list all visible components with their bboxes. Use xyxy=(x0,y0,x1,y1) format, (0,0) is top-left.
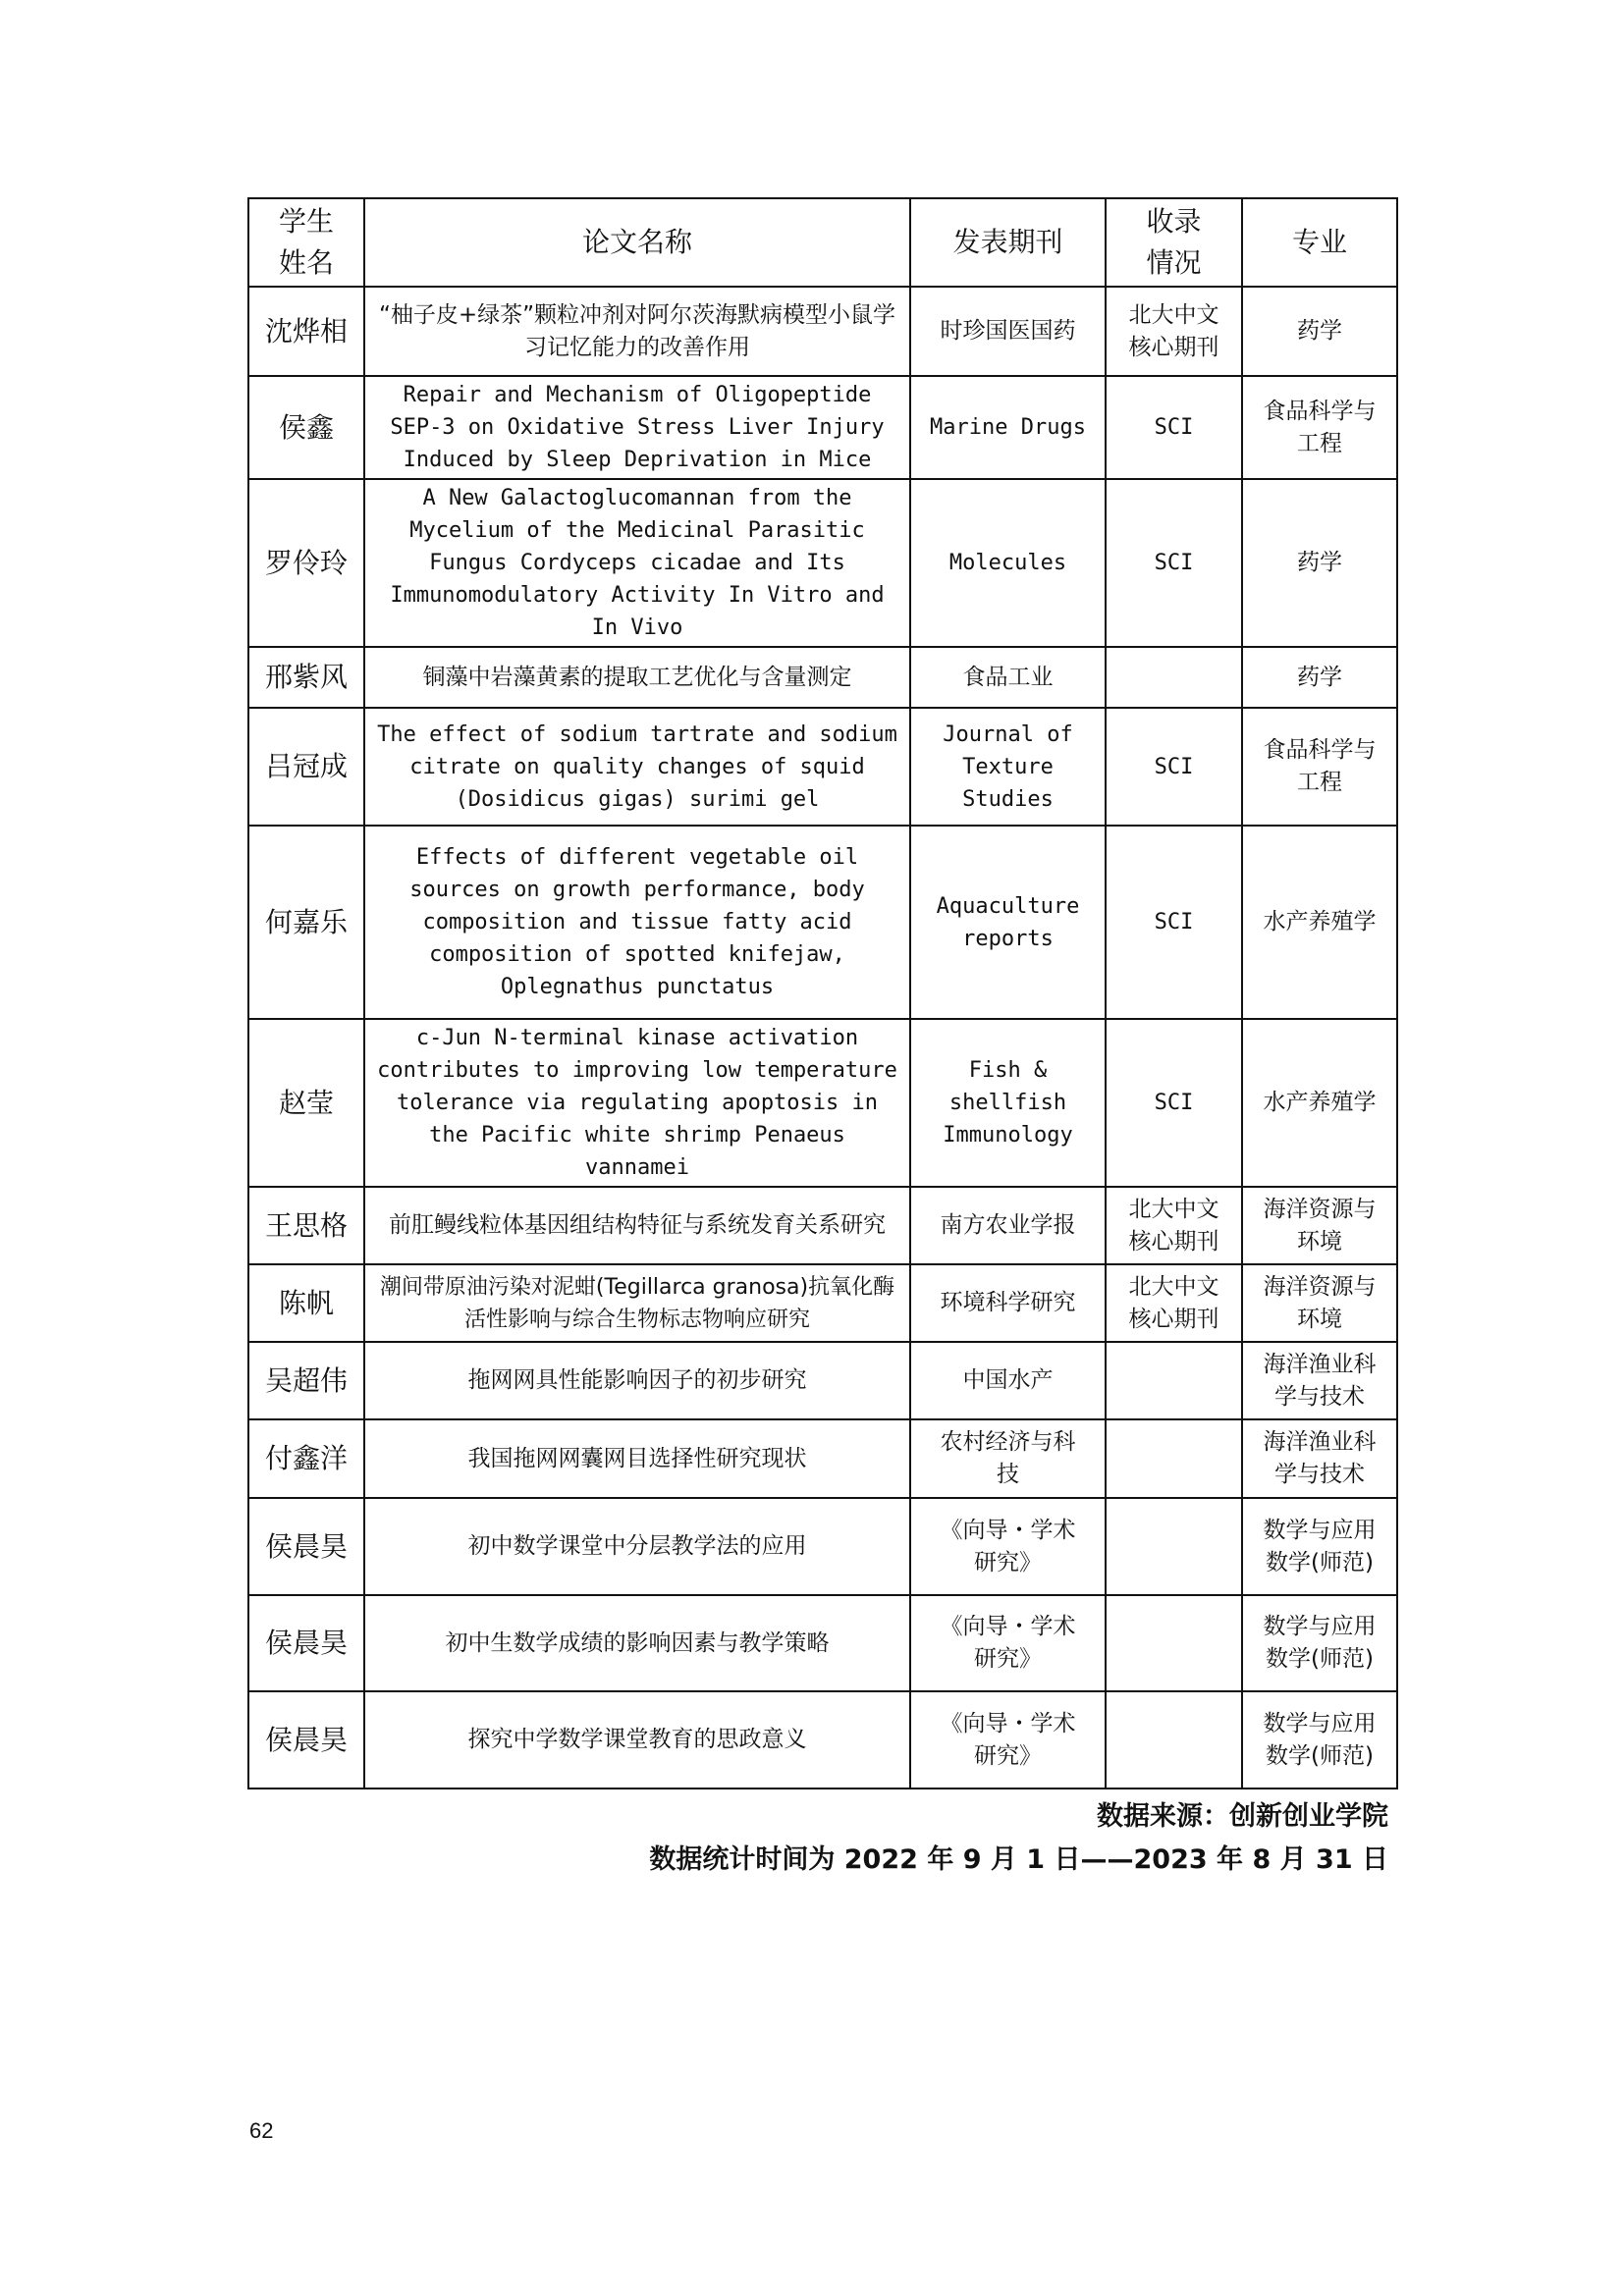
header-major: 专业 xyxy=(1242,198,1397,287)
student-name: 吕冠成 xyxy=(248,708,364,826)
indexing-status xyxy=(1106,1691,1242,1789)
header-paper-title: 论文名称 xyxy=(364,198,910,287)
major: 水产养殖学 xyxy=(1242,1019,1397,1187)
journal-name: 农村经济与科 技 xyxy=(910,1419,1106,1498)
paper-title: 初中生数学成绩的影响因素与教学策略 xyxy=(364,1595,910,1691)
student-name: 侯晨昊 xyxy=(248,1595,364,1691)
paper-title: 拖网网具性能影响因子的初步研究 xyxy=(364,1342,910,1419)
student-name: 何嘉乐 xyxy=(248,826,364,1019)
data-period-note: 数据统计时间为 2022 年 9 月 1 日——2023 年 8 月 31 日 xyxy=(649,1844,1388,1875)
table-row xyxy=(248,287,1397,376)
table-row xyxy=(248,708,1397,826)
indexing-status: 北大中文 核心期刊 xyxy=(1106,287,1242,376)
major: 海洋资源与 环境 xyxy=(1242,1187,1397,1264)
paper-title: 初中数学课堂中分层教学法的应用 xyxy=(364,1498,910,1595)
indexing-status xyxy=(1106,1419,1242,1498)
major: 水产养殖学 xyxy=(1242,826,1397,1019)
table-row xyxy=(248,1264,1397,1342)
major: 药学 xyxy=(1242,287,1397,376)
indexing-status: 北大中文 核心期刊 xyxy=(1106,1264,1242,1342)
indexing-status: SCI xyxy=(1106,826,1242,1019)
paper-title: Effects of different vegetable oil sources on growth performance, body composition and tissue fatty acid composition of spotted knifejaw, Oplegnathus punctatus xyxy=(364,826,910,1019)
table-row xyxy=(248,1691,1397,1789)
table-row xyxy=(248,1498,1397,1595)
journal-name: Fish & shellfish Immunology xyxy=(910,1019,1106,1187)
student-name: 吴超伟 xyxy=(248,1342,364,1419)
page-number: 62 xyxy=(249,2118,274,2143)
major: 海洋资源与 环境 xyxy=(1242,1264,1397,1342)
table-row xyxy=(248,1342,1397,1419)
table-row xyxy=(248,1187,1397,1264)
major: 数学与应用 数学(师范) xyxy=(1242,1595,1397,1691)
major: 海洋渔业科 学与技术 xyxy=(1242,1342,1397,1419)
student-name: 邢紫风 xyxy=(248,647,364,708)
major: 海洋渔业科 学与技术 xyxy=(1242,1419,1397,1498)
major: 数学与应用 数学(师范) xyxy=(1242,1498,1397,1595)
table-row xyxy=(248,376,1397,479)
table-row xyxy=(248,1595,1397,1691)
paper-title: 潮间带原油污染对泥蚶(Tegillarca granosa)抗氧化酶活性影响与综合生物标志物响应研究 xyxy=(364,1264,910,1342)
indexing-status: SCI xyxy=(1106,1019,1242,1187)
paper-title: A New Galactoglucomannan from the Mycelium of the Medicinal Parasitic Fungus Cordyceps cicadae and Its Immunomodulatory Activity In Vitro and In Vivo xyxy=(364,479,910,647)
journal-name: 南方农业学报 xyxy=(910,1187,1106,1264)
student-name: 沈烨相 xyxy=(248,287,364,376)
major: 药学 xyxy=(1242,479,1397,647)
indexing-status xyxy=(1106,647,1242,708)
indexing-status xyxy=(1106,1498,1242,1595)
table-row xyxy=(248,479,1397,647)
paper-title: Repair and Mechanism of Oligopeptide SEP-3 on Oxidative Stress Liver Injury Induced by Sleep Deprivation in Mice xyxy=(364,376,910,479)
table-row xyxy=(248,826,1397,1019)
indexing-status xyxy=(1106,1342,1242,1419)
student-name: 陈帆 xyxy=(248,1264,364,1342)
journal-name: Molecules xyxy=(910,479,1106,647)
journal-name: 中国水产 xyxy=(910,1342,1106,1419)
paper-title: c-Jun N-terminal kinase activation contributes to improving low temperature tolerance via regulating apoptosis in the Pacific white shrimp Penaeus vannamei xyxy=(364,1019,910,1187)
student-name: 侯晨昊 xyxy=(248,1691,364,1789)
indexing-status: 北大中文 核心期刊 xyxy=(1106,1187,1242,1264)
indexing-status xyxy=(1106,1595,1242,1691)
journal-name: 《向导・学术 研究》 xyxy=(910,1595,1106,1691)
major: 食品科学与 工程 xyxy=(1242,376,1397,479)
table-row xyxy=(248,1019,1397,1187)
indexing-status: SCI xyxy=(1106,376,1242,479)
paper-title: 铜藻中岩藻黄素的提取工艺优化与含量测定 xyxy=(364,647,910,708)
journal-name: Aquaculture reports xyxy=(910,826,1106,1019)
journal-name: 《向导・学术 研究》 xyxy=(910,1498,1106,1595)
student-name: 赵莹 xyxy=(248,1019,364,1187)
paper-title: 我国拖网网囊网目选择性研究现状 xyxy=(364,1419,910,1498)
journal-name: Journal of Texture Studies xyxy=(910,708,1106,826)
major: 食品科学与 工程 xyxy=(1242,708,1397,826)
journal-name: 时珍国医国药 xyxy=(910,287,1106,376)
student-name: 王思格 xyxy=(248,1187,364,1264)
major: 药学 xyxy=(1242,647,1397,708)
student-name: 付鑫洋 xyxy=(248,1419,364,1498)
indexing-status: SCI xyxy=(1106,708,1242,826)
journal-name: 环境科学研究 xyxy=(910,1264,1106,1342)
header-journal: 发表期刊 xyxy=(910,198,1106,287)
student-name: 侯鑫 xyxy=(248,376,364,479)
table-row xyxy=(248,647,1397,708)
paper-title: 前肛鳗线粒体基因组结构特征与系统发育关系研究 xyxy=(364,1187,910,1264)
student-name: 侯晨昊 xyxy=(248,1498,364,1595)
journal-name: Marine Drugs xyxy=(910,376,1106,479)
student-name: 罗伶玲 xyxy=(248,479,364,647)
table-header-row xyxy=(248,198,1397,287)
paper-title: The effect of sodium tartrate and sodium citrate on quality changes of squid (Dosidicus gigas) surimi gel xyxy=(364,708,910,826)
major: 数学与应用 数学(师范) xyxy=(1242,1691,1397,1789)
journal-name: 《向导・学术 研究》 xyxy=(910,1691,1106,1789)
header-student-name: 学生 姓名 xyxy=(248,198,364,287)
table-row xyxy=(248,1419,1397,1498)
papers-table xyxy=(247,197,1398,1789)
paper-title: “柚子皮+绿茶”颗粒冲剂对阿尔茨海默病模型小鼠学习记忆能力的改善作用 xyxy=(364,287,910,376)
paper-title: 探究中学数学课堂教育的思政意义 xyxy=(364,1691,910,1789)
data-source-note: 数据来源：创新创业学院 xyxy=(1097,1801,1388,1832)
header-indexing: 收录 情况 xyxy=(1106,198,1242,287)
journal-name: 食品工业 xyxy=(910,647,1106,708)
indexing-status: SCI xyxy=(1106,479,1242,647)
